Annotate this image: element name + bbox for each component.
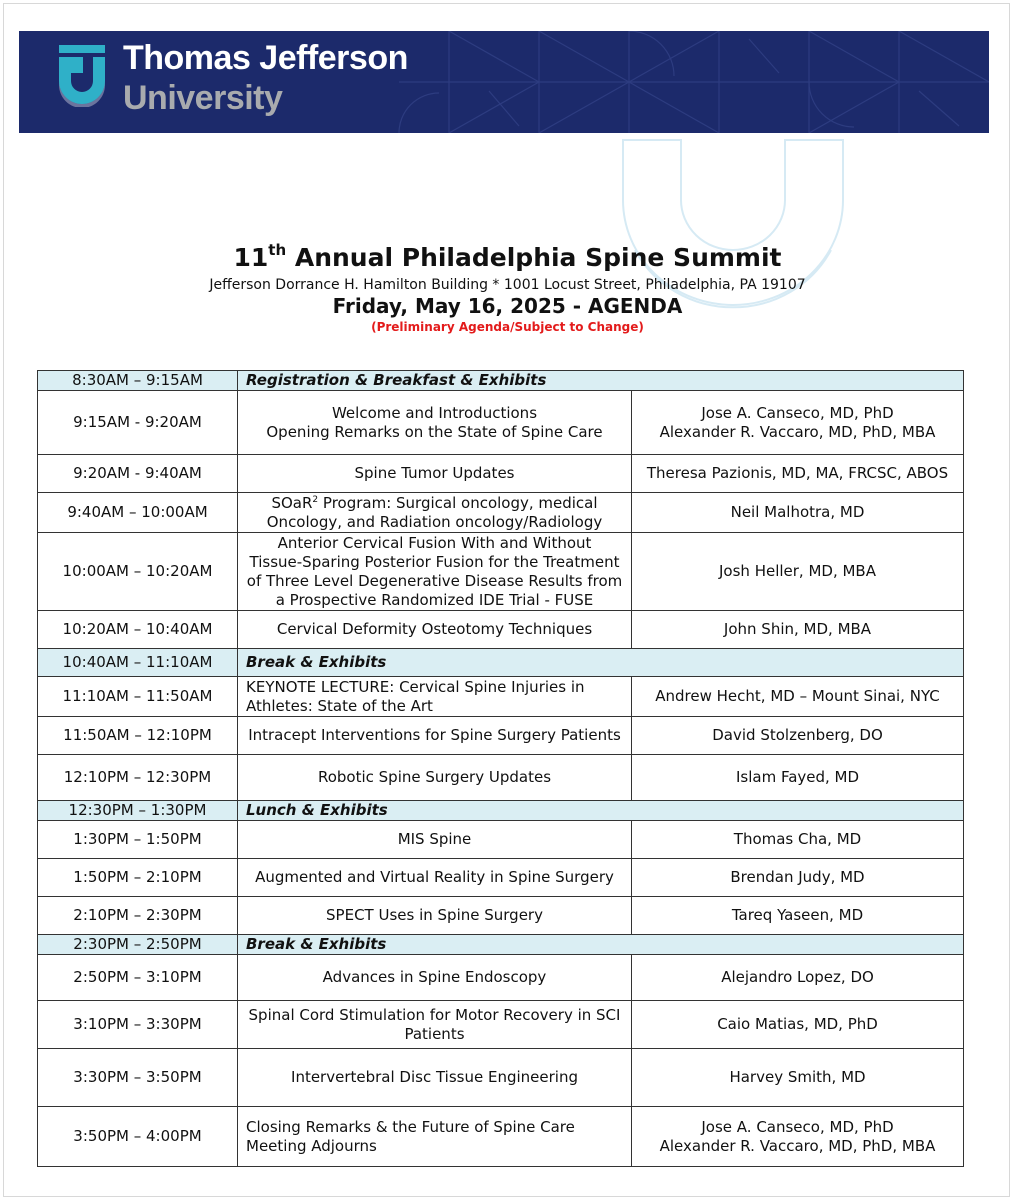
event-title: 11th Annual Philadelphia Spine Summit bbox=[233, 241, 782, 272]
table-row bbox=[38, 371, 964, 391]
table-row bbox=[38, 801, 964, 821]
talk-title: KEYNOTE LECTURE: Cervical Spine Injuries in Athletes: State of the Art bbox=[238, 677, 632, 717]
table-row bbox=[38, 1107, 964, 1167]
talk-title: MIS Spine bbox=[238, 821, 632, 859]
talk-title: Closing Remarks & the Future of Spine Care Meeting Adjourns bbox=[238, 1107, 632, 1167]
row-time: 12:30PM – 1:30PM bbox=[38, 801, 238, 821]
talk-title: Anterior Cervical Fusion With and Without Tissue-Sparing Posterior Fusion for the Treatment of Three Level Degenerative Disease Results from a Prospective Randomized IDE Trial - FUSE bbox=[238, 533, 632, 611]
speaker-name: Islam Fayed, MD bbox=[632, 755, 964, 801]
speaker-name: Tareq Yaseen, MD bbox=[632, 897, 964, 935]
speaker-name: Brendan Judy, MD bbox=[632, 859, 964, 897]
event-header bbox=[0, 240, 1015, 336]
break-label: Registration & Breakfast & Exhibits bbox=[238, 371, 964, 391]
speaker-name: Neil Malhotra, MD bbox=[632, 493, 964, 533]
table-row bbox=[38, 717, 964, 755]
agenda-date: Friday, May 16, 2025 - AGENDA bbox=[332, 294, 683, 318]
agenda-table bbox=[37, 370, 964, 1167]
table-row bbox=[38, 955, 964, 1001]
preliminary-notice: (Preliminary Agenda/Subject to Change) bbox=[371, 320, 644, 334]
speaker-name: Andrew Hecht, MD – Mount Sinai, NYC bbox=[632, 677, 964, 717]
row-time: 1:50PM – 2:10PM bbox=[38, 859, 238, 897]
row-time: 10:00AM – 10:20AM bbox=[38, 533, 238, 611]
break-label: Break & Exhibits bbox=[238, 935, 964, 955]
row-time: 11:10AM – 11:50AM bbox=[38, 677, 238, 717]
speaker-name: Harvey Smith, MD bbox=[632, 1049, 964, 1107]
table-row bbox=[38, 935, 964, 955]
talk-title: Advances in Spine Endoscopy bbox=[238, 955, 632, 1001]
talk-title: Spinal Cord Stimulation for Motor Recovery in SCI Patients bbox=[238, 1001, 632, 1049]
table-row bbox=[38, 611, 964, 649]
row-time: 3:10PM – 3:30PM bbox=[38, 1001, 238, 1049]
speaker-name: John Shin, MD, MBA bbox=[632, 611, 964, 649]
talk-title: Augmented and Virtual Reality in Spine Surgery bbox=[238, 859, 632, 897]
speaker-name: Jose A. Canseco, MD, PhD Alexander R. Vaccaro, MD, PhD, MBA bbox=[632, 1107, 964, 1167]
table-row bbox=[38, 1001, 964, 1049]
table-row bbox=[38, 677, 964, 717]
table-row bbox=[38, 821, 964, 859]
logo-text-university: University bbox=[123, 79, 283, 117]
table-row bbox=[38, 391, 964, 455]
speaker-name: Jose A. Canseco, MD, PhD Alexander R. Vaccaro, MD, PhD, MBA bbox=[632, 391, 964, 455]
table-row bbox=[38, 859, 964, 897]
table-row bbox=[38, 455, 964, 493]
row-time: 9:15AM - 9:20AM bbox=[38, 391, 238, 455]
speaker-name: Thomas Cha, MD bbox=[632, 821, 964, 859]
row-time: 2:50PM – 3:10PM bbox=[38, 955, 238, 1001]
speaker-name: Josh Heller, MD, MBA bbox=[632, 533, 964, 611]
row-time: 2:10PM – 2:30PM bbox=[38, 897, 238, 935]
row-time: 8:30AM – 9:15AM bbox=[38, 371, 238, 391]
table-row bbox=[38, 1049, 964, 1107]
talk-title: Robotic Spine Surgery Updates bbox=[238, 755, 632, 801]
talk-title: SOaR$^2$ Program: Surgical oncology, medical Oncology, and Radiation oncology/Radiology bbox=[238, 493, 632, 533]
event-address: Jefferson Dorrance H. Hamilton Building * 1001 Locust Street, Philadelphia, PA 19107 bbox=[209, 277, 806, 293]
row-time: 1:30PM – 1:50PM bbox=[38, 821, 238, 859]
speaker-name: Alejandro Lopez, DO bbox=[632, 955, 964, 1001]
row-time: 3:30PM – 3:50PM bbox=[38, 1049, 238, 1107]
table-row bbox=[38, 649, 964, 677]
row-time: 10:40AM – 11:10AM bbox=[38, 649, 238, 677]
speaker-name: David Stolzenberg, DO bbox=[632, 717, 964, 755]
speaker-name: Caio Matias, MD, PhD bbox=[632, 1001, 964, 1049]
logo-text-thomas-jefferson: Thomas Jefferson bbox=[123, 39, 408, 77]
break-label: Lunch & Exhibits bbox=[238, 801, 964, 821]
speaker-name: Theresa Pazionis, MD, MA, FRCSC, ABOS bbox=[632, 455, 964, 493]
table-row bbox=[38, 533, 964, 611]
row-time: 12:10PM – 12:30PM bbox=[38, 755, 238, 801]
talk-title: SPECT Uses in Spine Surgery bbox=[238, 897, 632, 935]
table-row bbox=[38, 755, 964, 801]
talk-title: Cervical Deformity Osteotomy Techniques bbox=[238, 611, 632, 649]
row-time: 11:50AM – 12:10PM bbox=[38, 717, 238, 755]
talk-title: Intervertebral Disc Tissue Engineering bbox=[238, 1049, 632, 1107]
row-time: 3:50PM – 4:00PM bbox=[38, 1107, 238, 1167]
talk-title: Spine Tumor Updates bbox=[238, 455, 632, 493]
break-label: Break & Exhibits bbox=[238, 649, 964, 677]
talk-title: Welcome and Introductions Opening Remarks on the State of Spine Care bbox=[238, 391, 632, 455]
talk-title: Intracept Interventions for Spine Surgery Patients bbox=[238, 717, 632, 755]
jefferson-j-logo-icon bbox=[59, 45, 109, 107]
row-time: 9:40AM – 10:00AM bbox=[38, 493, 238, 533]
table-row bbox=[38, 897, 964, 935]
row-time: 9:20AM - 9:40AM bbox=[38, 455, 238, 493]
university-banner bbox=[19, 31, 989, 133]
table-row bbox=[38, 493, 964, 533]
row-time: 10:20AM – 10:40AM bbox=[38, 611, 238, 649]
row-time: 2:30PM – 2:50PM bbox=[38, 935, 238, 955]
